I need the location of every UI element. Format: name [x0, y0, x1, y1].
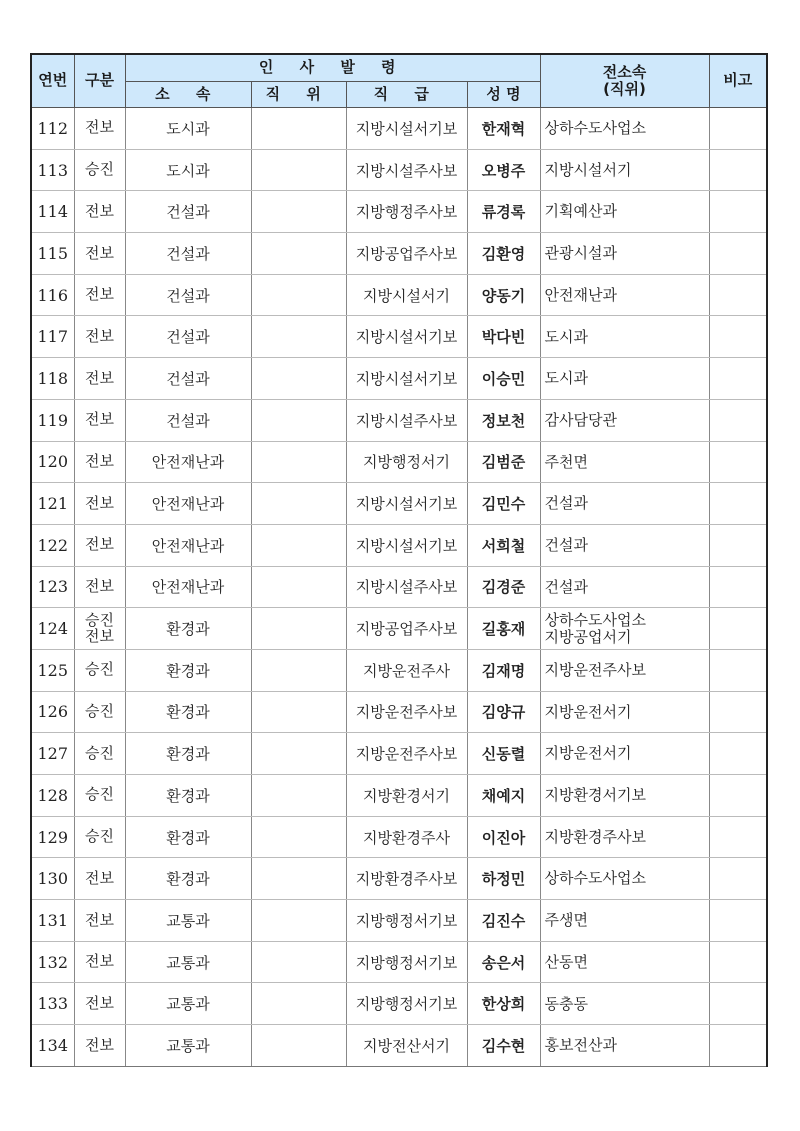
note [709, 233, 767, 275]
department: 안전재난과 [125, 441, 251, 483]
previous-department-label: 도시과 [544, 369, 588, 388]
note [709, 649, 767, 691]
order-type-label: 전보 [85, 952, 114, 971]
employee-name: 신동렬 [467, 733, 540, 775]
employee-name: 오병주 [467, 149, 540, 191]
header-previous-dept [540, 54, 709, 108]
department: 도시과 [125, 149, 251, 191]
table-row [31, 816, 767, 858]
order-type-label: 전보 [85, 243, 114, 262]
employee-name: 김양규 [467, 691, 540, 733]
table-row [31, 941, 767, 983]
position [251, 649, 346, 691]
employee-name: 박다빈 [467, 316, 540, 358]
note [709, 691, 767, 733]
row-number: 125 [31, 649, 74, 691]
previous-department [540, 1025, 709, 1067]
order-type [74, 108, 125, 150]
row-number: 121 [31, 483, 74, 525]
department: 건설과 [125, 191, 251, 233]
header-previous-position-label: (직위) [603, 80, 646, 98]
order-type-label: 전보 [85, 993, 114, 1012]
previous-department-label: 상하수도사업소 [544, 869, 646, 888]
table-row [31, 691, 767, 733]
order-type-label: 전보 [85, 451, 114, 470]
position [251, 441, 346, 483]
department: 건설과 [125, 316, 251, 358]
header-name: 성 명 [467, 82, 540, 108]
previous-department [540, 274, 709, 316]
previous-department [540, 233, 709, 275]
row-number: 129 [31, 816, 74, 858]
grade: 지방시설주사보 [346, 399, 467, 441]
order-type-label: 전보 [85, 535, 114, 554]
note [709, 358, 767, 400]
department: 안전재난과 [125, 566, 251, 608]
position [251, 691, 346, 733]
row-number: 122 [31, 524, 74, 566]
header-note: 비고 [709, 54, 767, 108]
row-number: 118 [31, 358, 74, 400]
note [709, 733, 767, 775]
order-type [74, 649, 125, 691]
note [709, 524, 767, 566]
employee-name: 정보천 [467, 399, 540, 441]
department: 교통과 [125, 1025, 251, 1067]
previous-department-label: 건설과 [544, 577, 588, 596]
note [709, 149, 767, 191]
employee-name: 김범준 [467, 441, 540, 483]
position [251, 149, 346, 191]
previous-department-label: 건설과 [544, 494, 588, 513]
employee-name: 채예지 [467, 775, 540, 817]
note [709, 566, 767, 608]
position [251, 775, 346, 817]
previous-department [540, 483, 709, 525]
employee-name: 김수현 [467, 1025, 540, 1067]
previous-department [540, 566, 709, 608]
note [709, 941, 767, 983]
position [251, 108, 346, 150]
table-row [31, 358, 767, 400]
grade: 지방공업주사보 [346, 608, 467, 650]
previous-department-label: 지방공업서기 [544, 627, 632, 646]
previous-department-label: 지방운전서기 [544, 744, 632, 763]
grade: 지방환경주사 [346, 816, 467, 858]
order-type-label: 전보 [85, 326, 114, 345]
row-number: 123 [31, 566, 74, 608]
employee-name: 서희철 [467, 524, 540, 566]
grade: 지방시설주사보 [346, 149, 467, 191]
grade: 지방시설서기보 [346, 358, 467, 400]
order-type [74, 983, 125, 1025]
order-type-label: 승진 [85, 160, 114, 179]
previous-department-label: 지방환경서기보 [544, 786, 646, 805]
order-type-label: 전보 [85, 493, 114, 512]
employee-name: 한상희 [467, 983, 540, 1025]
order-type [74, 274, 125, 316]
grade: 지방행정서기보 [346, 941, 467, 983]
previous-department-label: 기획예산과 [544, 202, 617, 221]
order-type-label: 전보 [85, 626, 114, 645]
note [709, 608, 767, 650]
position [251, 983, 346, 1025]
row-number: 120 [31, 441, 74, 483]
order-type-label: 전보 [85, 868, 114, 887]
table-row [31, 108, 767, 150]
table-row [31, 233, 767, 275]
position [251, 316, 346, 358]
position [251, 941, 346, 983]
department: 안전재난과 [125, 524, 251, 566]
previous-department-label: 상하수도사업소 [544, 611, 646, 630]
department: 환경과 [125, 691, 251, 733]
grade: 지방시설서기 [346, 274, 467, 316]
order-type-label: 승진 [85, 610, 114, 629]
department: 건설과 [125, 399, 251, 441]
note [709, 441, 767, 483]
table-row [31, 149, 767, 191]
department: 환경과 [125, 775, 251, 817]
previous-department [540, 316, 709, 358]
order-type [74, 691, 125, 733]
row-number: 112 [31, 108, 74, 150]
order-type [74, 233, 125, 275]
employee-name: 송은서 [467, 941, 540, 983]
table-row [31, 858, 767, 900]
order-type-label: 승진 [85, 660, 114, 679]
order-type-label: 전보 [85, 910, 114, 929]
employee-name: 길홍재 [467, 608, 540, 650]
note [709, 108, 767, 150]
grade: 지방시설서기보 [346, 108, 467, 150]
row-number: 128 [31, 775, 74, 817]
row-number: 119 [31, 399, 74, 441]
order-type-label: 전보 [85, 118, 114, 137]
previous-department [540, 524, 709, 566]
position [251, 399, 346, 441]
position [251, 483, 346, 525]
note [709, 274, 767, 316]
previous-department [540, 441, 709, 483]
note [709, 983, 767, 1025]
previous-department [540, 691, 709, 733]
order-type-label: 전보 [85, 201, 114, 220]
grade: 지방시설서기보 [346, 316, 467, 358]
order-type [74, 858, 125, 900]
header-position: 직 위 [251, 82, 346, 108]
previous-department [540, 816, 709, 858]
row-number: 117 [31, 316, 74, 358]
previous-department-label: 건설과 [544, 535, 588, 554]
employee-name: 김재명 [467, 649, 540, 691]
order-type-label: 승진 [85, 785, 114, 804]
previous-department-label: 도시과 [544, 327, 588, 346]
table-body [31, 108, 767, 1067]
header-type: 구분 [74, 54, 125, 108]
table-header [31, 54, 767, 108]
department: 교통과 [125, 941, 251, 983]
grade: 지방시설주사보 [346, 566, 467, 608]
grade: 지방운전주사 [346, 649, 467, 691]
row-number: 134 [31, 1025, 74, 1067]
header-no: 연번 [31, 54, 74, 108]
note [709, 483, 767, 525]
order-type [74, 775, 125, 817]
position [251, 358, 346, 400]
table-row [31, 900, 767, 942]
grade: 지방운전주사보 [346, 733, 467, 775]
note [709, 816, 767, 858]
header-personnel-order: 인 사 발 령 [125, 54, 540, 82]
previous-department [540, 149, 709, 191]
note [709, 399, 767, 441]
grade: 지방시설서기보 [346, 483, 467, 525]
row-number: 131 [31, 900, 74, 942]
table-row [31, 274, 767, 316]
position [251, 733, 346, 775]
order-type [74, 1025, 125, 1067]
previous-department [540, 733, 709, 775]
order-type-label: 전보 [85, 577, 114, 596]
note [709, 191, 767, 233]
row-number: 114 [31, 191, 74, 233]
order-type [74, 608, 125, 650]
table-row [31, 316, 767, 358]
note [709, 775, 767, 817]
employee-name: 류경록 [467, 191, 540, 233]
grade: 지방행정서기보 [346, 900, 467, 942]
row-number: 130 [31, 858, 74, 900]
previous-department [540, 649, 709, 691]
row-number: 133 [31, 983, 74, 1025]
department: 환경과 [125, 608, 251, 650]
table-row [31, 775, 767, 817]
personnel-order-table [30, 53, 768, 1067]
department: 건설과 [125, 358, 251, 400]
grade: 지방공업주사보 [346, 233, 467, 275]
employee-name: 김경준 [467, 566, 540, 608]
order-type [74, 566, 125, 608]
table-row [31, 399, 767, 441]
previous-department [540, 108, 709, 150]
previous-department [540, 858, 709, 900]
previous-department-label: 홍보전산과 [544, 1036, 617, 1055]
table-row [31, 649, 767, 691]
order-type [74, 900, 125, 942]
table-row [31, 733, 767, 775]
grade: 지방환경주사보 [346, 858, 467, 900]
order-type-label: 전보 [85, 1035, 114, 1054]
previous-department [540, 608, 709, 650]
employee-name: 양동기 [467, 274, 540, 316]
previous-department [540, 191, 709, 233]
employee-name: 한재혁 [467, 108, 540, 150]
position [251, 191, 346, 233]
previous-department [540, 775, 709, 817]
order-type-label: 전보 [85, 410, 114, 429]
note [709, 858, 767, 900]
department: 환경과 [125, 816, 251, 858]
table-row [31, 566, 767, 608]
row-number: 116 [31, 274, 74, 316]
previous-department [540, 983, 709, 1025]
department: 건설과 [125, 233, 251, 275]
department: 환경과 [125, 858, 251, 900]
table-row [31, 983, 767, 1025]
order-type [74, 733, 125, 775]
table-row [31, 608, 767, 650]
previous-department-label: 안전재난과 [544, 285, 617, 304]
position [251, 900, 346, 942]
order-type [74, 941, 125, 983]
order-type [74, 483, 125, 525]
department: 환경과 [125, 733, 251, 775]
row-number: 132 [31, 941, 74, 983]
order-type-label: 승진 [85, 702, 114, 721]
order-type [74, 149, 125, 191]
order-type [74, 524, 125, 566]
previous-department-label: 지방시설서기 [544, 160, 632, 179]
header-grade: 직 급 [346, 82, 467, 108]
note [709, 900, 767, 942]
previous-department-label: 주생면 [544, 911, 588, 930]
previous-department-label: 지방운전서기 [544, 702, 632, 721]
previous-department-label: 산동면 [544, 952, 588, 971]
grade: 지방행정주사보 [346, 191, 467, 233]
previous-department [540, 900, 709, 942]
department: 안전재난과 [125, 483, 251, 525]
order-type [74, 816, 125, 858]
position [251, 233, 346, 275]
previous-department [540, 941, 709, 983]
note [709, 1025, 767, 1067]
table-row [31, 441, 767, 483]
department: 도시과 [125, 108, 251, 150]
row-number: 127 [31, 733, 74, 775]
position [251, 524, 346, 566]
grade: 지방운전주사보 [346, 691, 467, 733]
table-row [31, 191, 767, 233]
employee-name: 이진아 [467, 816, 540, 858]
table-row [31, 483, 767, 525]
previous-department [540, 358, 709, 400]
order-type [74, 441, 125, 483]
previous-department-label: 상하수도사업소 [544, 119, 646, 138]
previous-department-label: 지방환경주사보 [544, 827, 646, 846]
row-number: 124 [31, 608, 74, 650]
previous-department-label: 감사담당관 [544, 410, 617, 429]
header-previous-dept-label: 전소속 [602, 62, 647, 81]
note [709, 316, 767, 358]
previous-department-label: 동충동 [544, 994, 588, 1013]
previous-department-label: 관광시설과 [544, 244, 617, 263]
previous-department-label: 지방운전주사보 [544, 661, 646, 680]
position [251, 1025, 346, 1067]
order-type [74, 316, 125, 358]
grade: 지방시설서기보 [346, 524, 467, 566]
table-row [31, 1025, 767, 1067]
order-type [74, 191, 125, 233]
employee-name: 김진수 [467, 900, 540, 942]
employee-name: 김환영 [467, 233, 540, 275]
order-type [74, 358, 125, 400]
position [251, 566, 346, 608]
position [251, 858, 346, 900]
row-number: 115 [31, 233, 74, 275]
order-type-label: 승진 [85, 743, 114, 762]
previous-department [540, 399, 709, 441]
grade: 지방전산서기 [346, 1025, 467, 1067]
table-row [31, 524, 767, 566]
order-type-label: 승진 [85, 827, 114, 846]
employee-name: 이승민 [467, 358, 540, 400]
grade: 지방환경서기 [346, 775, 467, 817]
department: 교통과 [125, 983, 251, 1025]
header-department: 소 속 [125, 82, 251, 108]
position [251, 608, 346, 650]
grade: 지방행정서기보 [346, 983, 467, 1025]
order-type-label: 전보 [85, 368, 114, 387]
position [251, 816, 346, 858]
row-number: 113 [31, 149, 74, 191]
employee-name: 하정민 [467, 858, 540, 900]
order-type [74, 399, 125, 441]
position [251, 274, 346, 316]
order-type-label: 전보 [85, 285, 114, 304]
row-number: 126 [31, 691, 74, 733]
department: 교통과 [125, 900, 251, 942]
previous-department-label: 주천면 [544, 452, 588, 471]
department: 환경과 [125, 649, 251, 691]
grade: 지방행정서기 [346, 441, 467, 483]
department: 건설과 [125, 274, 251, 316]
employee-name: 김민수 [467, 483, 540, 525]
